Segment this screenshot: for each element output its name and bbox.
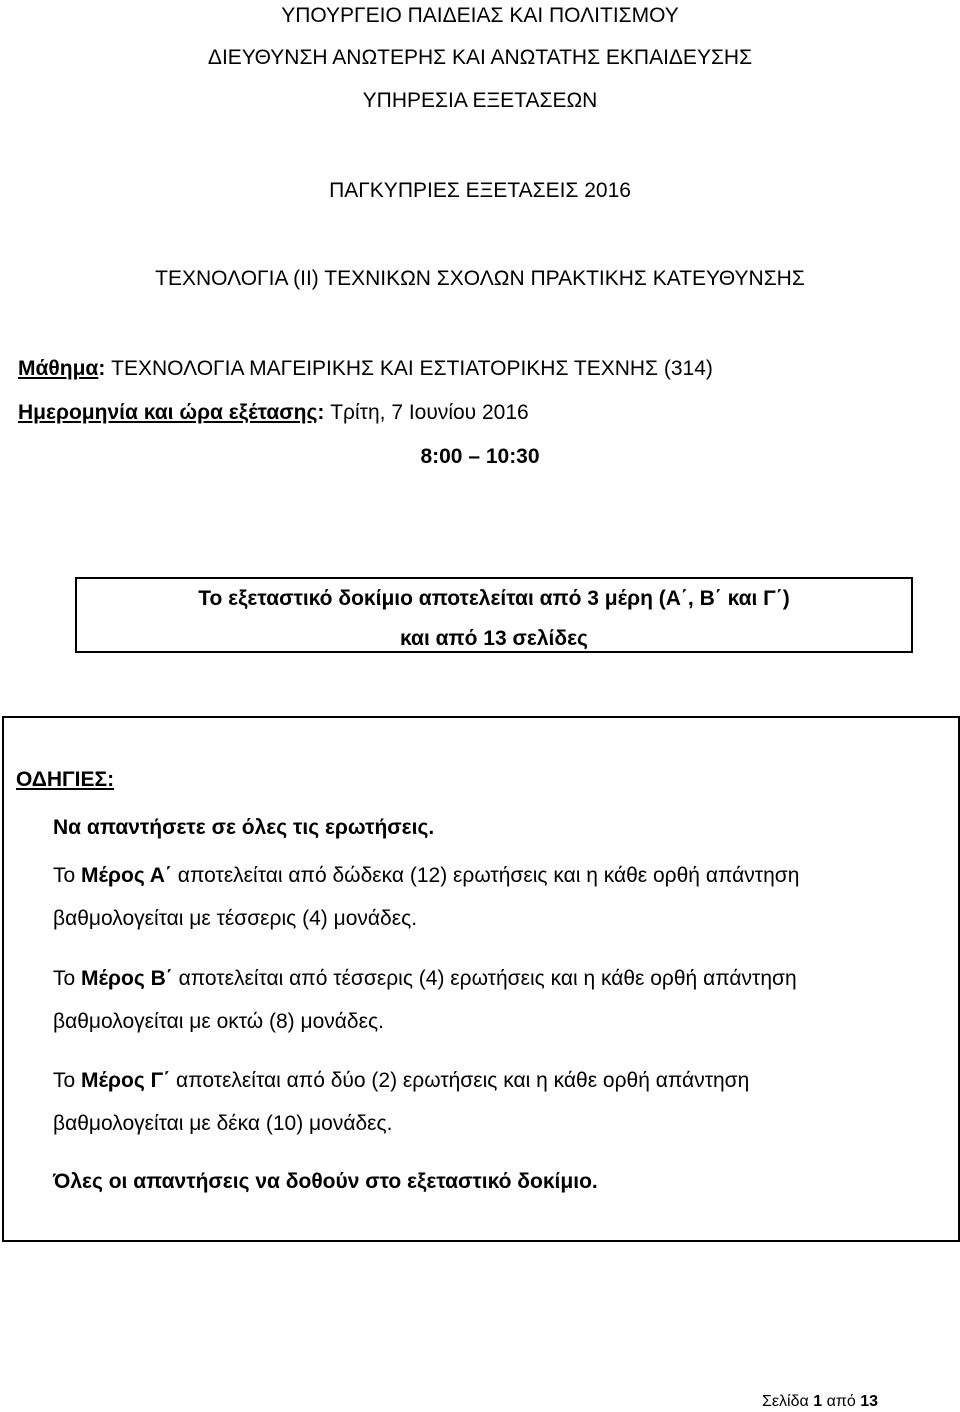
part-a-line1 <box>53 863 799 889</box>
part-a-text: αποτελείται από δώδεκα (12) ερωτήσεις και η κάθε ορθή απάντηση <box>171 864 800 887</box>
ministry-heading: ΥΠΟΥΡΓΕΙΟ ΠΑΙΔΕΙΑΣ ΚΑΙ ΠΟΛΙΤΙΣΜΟΥ <box>281 4 679 27</box>
subject-label: Μάθημα <box>18 357 99 380</box>
part-b-label: Μέρος Β΄ <box>81 967 173 990</box>
part-b-text: αποτελείται από τέσσερις (4) ερωτήσεις και η κάθε ορθή απάντηση <box>172 967 797 990</box>
part-b-line1 <box>53 966 797 992</box>
part-c-label: Μέρος Γ΄ <box>81 1069 171 1092</box>
date-line <box>18 400 529 426</box>
total-pages: 13 <box>860 1393 878 1410</box>
page-label: Σελίδα <box>762 1393 814 1410</box>
part-b-prefix: Το <box>53 967 82 990</box>
paper-info-box <box>75 577 913 653</box>
part-c-prefix: Το <box>53 1069 82 1092</box>
part-b-line2: βαθμολογείται με οκτώ (8) μονάδες. <box>53 1010 384 1033</box>
subject-line <box>18 356 713 382</box>
part-c-line1 <box>53 1068 749 1094</box>
date-value: Τρίτη, 7 Ιουνίου 2016 <box>330 401 529 424</box>
part-a-prefix: Το <box>53 864 82 887</box>
directorate-heading: ΔΙΕΥΘΥΝΣΗ ΑΝΩΤΕΡΗΣ ΚΑΙ ΑΝΩΤΑΤΗΣ ΕΚΠΑΙΔΕΥΣΗΣ <box>207 46 753 69</box>
instructions-box <box>2 716 960 1242</box>
exam-time: 8:00 – 10:30 <box>420 445 540 468</box>
page-footer <box>762 1392 878 1412</box>
part-a-line2: βαθμολογείται με τέσσερις (4) μονάδες. <box>53 907 418 930</box>
final-note: Όλες οι απαντήσεις να δοθούν στο εξεταστικό δοκίμιο. <box>53 1170 598 1193</box>
part-c-line2: βαθμολογείται με δέκα (10) μονάδες. <box>53 1112 393 1135</box>
part-a-label: Μέρος Α΄ <box>81 864 172 887</box>
date-colon: : <box>317 401 331 424</box>
part-c-text: αποτελείται από δύο (2) ερωτήσεις και η κάθε ορθή απάντηση <box>170 1069 750 1092</box>
date-label: Ημερομηνία και ώρα εξέτασης <box>18 401 318 424</box>
subject-value: ΤΕΧΝΟΛΟΓΙΑ ΜΑΓΕΙΡΙΚΗΣ ΚΑΙ ΕΣΤΙΑΤΟΡΙΚΗΣ ΤΕΧΝΗΣ (314) <box>111 357 713 380</box>
info-line-pages: και από 13 σελίδες <box>400 627 588 650</box>
service-heading: ΥΠΗΡΕΣΙΑ ΕΞΕΤΑΣΕΩΝ <box>362 89 598 112</box>
info-line-parts: Το εξεταστικό δοκίμιο αποτελείται από 3 μέρη (Α΄, Β΄ και Γ΄) <box>198 587 790 610</box>
subject-colon: : <box>98 357 112 380</box>
track-heading: ΤΕΧΝΟΛΟΓΙΑ (ΙΙ) ΤΕΧΝΙΚΩΝ ΣΧΟΛΩΝ ΠΡΑΚΤΙΚΗΣ ΚΑΤΕΥΘΥΝΣΗΣ <box>155 267 805 290</box>
exams-heading: ΠΑΓΚΥΠΡΙΕΣ ΕΞΕΤΑΣΕΙΣ 2016 <box>329 179 631 202</box>
of-label: από <box>822 1393 861 1410</box>
page-number: 1 <box>813 1393 823 1410</box>
instructions-title: ΟΔΗΓΙΕΣ: <box>16 768 115 791</box>
instruction-answer-all: Να απαντήσετε σε όλες τις ερωτήσεις. <box>53 816 435 839</box>
